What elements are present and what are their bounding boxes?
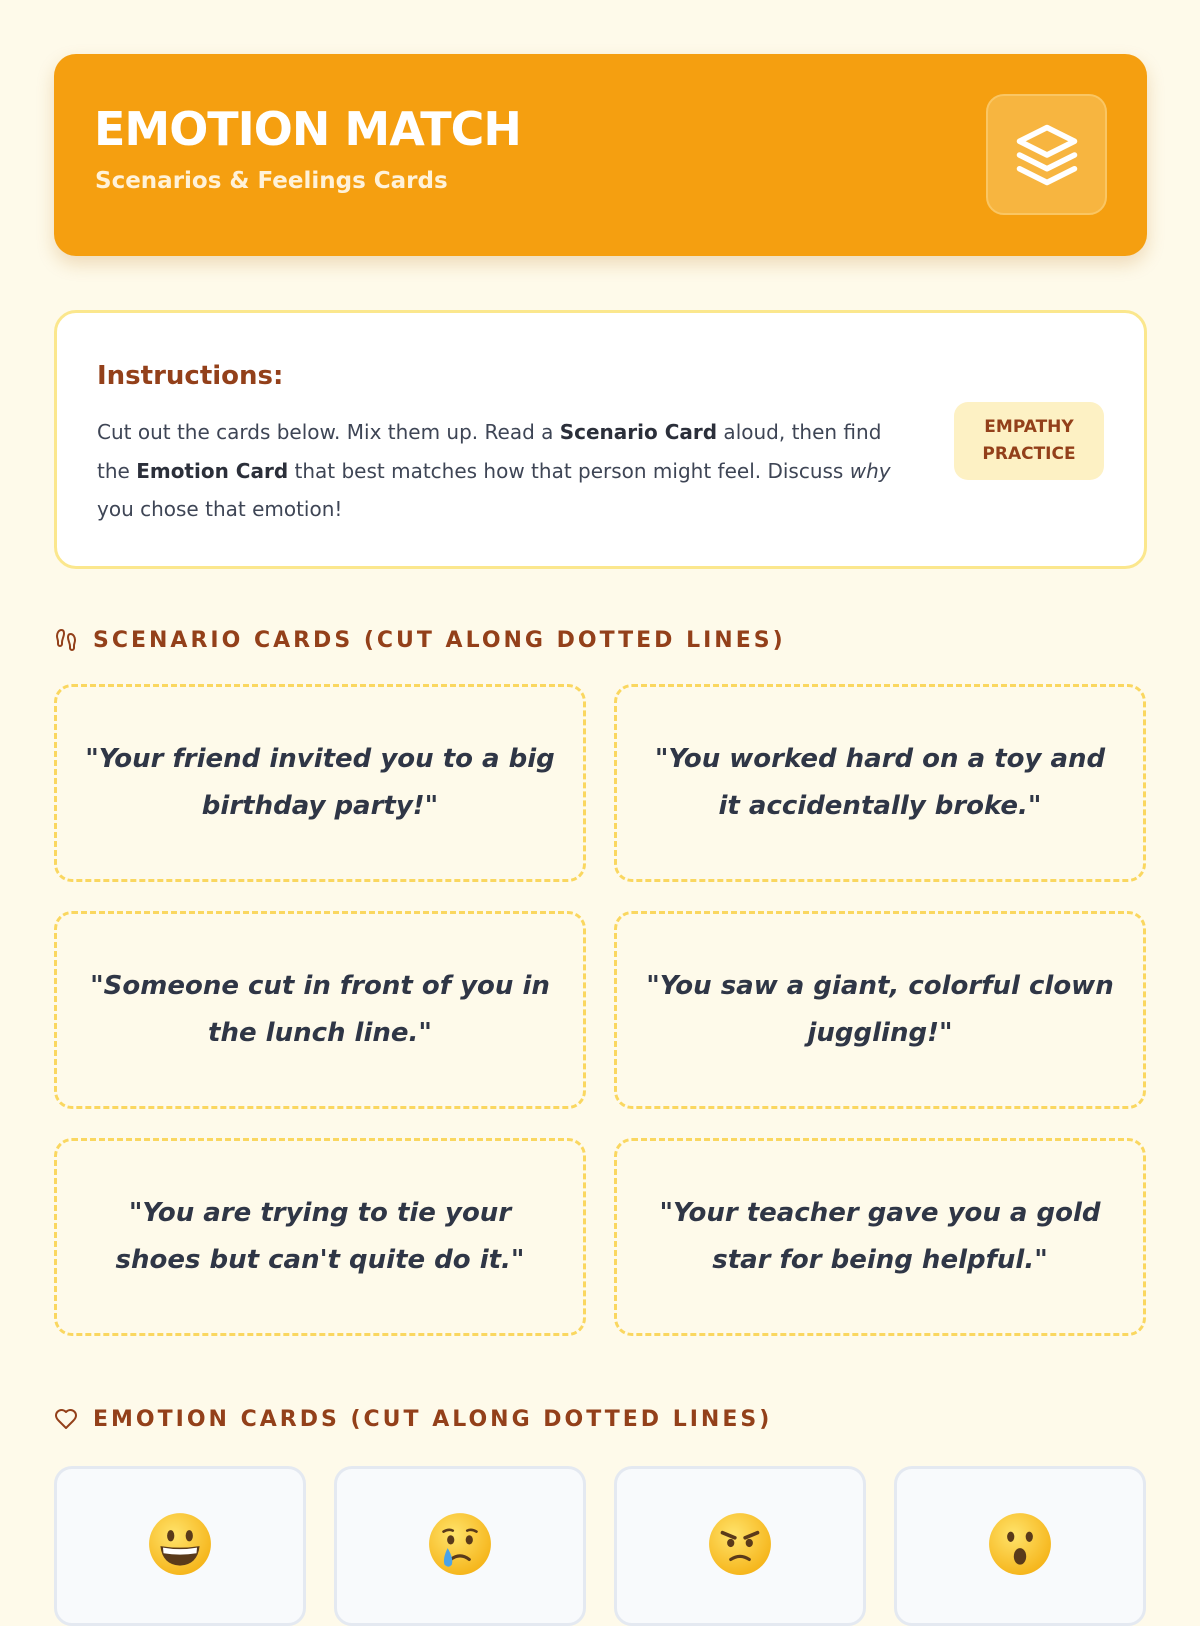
instructions-heading: Instructions: xyxy=(97,361,284,391)
scenario-card[interactable] xyxy=(614,911,1146,1109)
scenario-card[interactable] xyxy=(54,911,586,1109)
instructions-panel xyxy=(54,310,1147,569)
angry-face-icon xyxy=(707,1511,773,1577)
header-icon-box xyxy=(986,94,1107,215)
header-banner xyxy=(54,54,1147,256)
grinning-face-icon xyxy=(147,1511,213,1577)
scenario-text: "Your friend invited you to a big birthday party!" xyxy=(85,744,555,821)
instructions-text-part: you chose that emotion! xyxy=(97,497,343,521)
instructions-bold-emotion: Emotion Card xyxy=(136,458,289,483)
surprised-face-icon xyxy=(987,1511,1053,1577)
footprints-icon xyxy=(54,628,78,652)
instructions-text-part: aloud, then find the xyxy=(97,420,882,483)
emotion-card-angry[interactable] xyxy=(614,1466,866,1626)
crying-face-icon xyxy=(427,1511,493,1577)
instructions-text xyxy=(97,413,917,529)
scenario-card[interactable] xyxy=(54,1138,586,1336)
badge-label: EMPATHY PRACTICE xyxy=(982,417,1076,464)
page-subtitle: Scenarios & Feelings Cards xyxy=(95,168,448,194)
instructions-italic-why: why xyxy=(849,458,891,483)
scenario-card[interactable] xyxy=(614,1138,1146,1336)
emotion-section-label: EMOTION CARDS (CUT ALONG DOTTED LINES) xyxy=(93,1406,773,1432)
emotion-card-sad[interactable] xyxy=(334,1466,586,1626)
scenario-card[interactable] xyxy=(614,684,1146,882)
scenario-text: "You worked hard on a toy and it accidentally broke." xyxy=(654,744,1106,821)
page-title: EMOTION MATCH xyxy=(94,102,521,156)
emotion-card-happy[interactable] xyxy=(54,1466,306,1626)
emotion-section-title xyxy=(54,1404,772,1434)
scenario-section-title xyxy=(54,625,786,655)
instructions-text-part: that best matches how that person might feel. Discuss xyxy=(288,458,850,483)
instructions-bold-scenario: Scenario Card xyxy=(559,420,718,444)
empathy-practice-badge xyxy=(954,402,1104,480)
scenario-section-label: SCENARIO CARDS (CUT ALONG DOTTED LINES) xyxy=(93,627,786,653)
layers-icon xyxy=(1014,122,1080,188)
scenario-text: "You saw a giant, colorful clown juggling!" xyxy=(646,971,1114,1048)
scenario-text: "Your teacher gave you a gold star for being helpful." xyxy=(659,1198,1101,1275)
heart-icon xyxy=(54,1407,78,1431)
scenario-card[interactable] xyxy=(54,684,586,882)
scenario-text: "You are trying to tie your shoes but can't quite do it." xyxy=(115,1198,525,1275)
emotion-card-surprised[interactable] xyxy=(894,1466,1146,1626)
scenario-text: "Someone cut in front of you in the lunch line." xyxy=(90,971,550,1048)
instructions-text-part: Cut out the cards below. Mix them up. Read a xyxy=(97,420,560,444)
